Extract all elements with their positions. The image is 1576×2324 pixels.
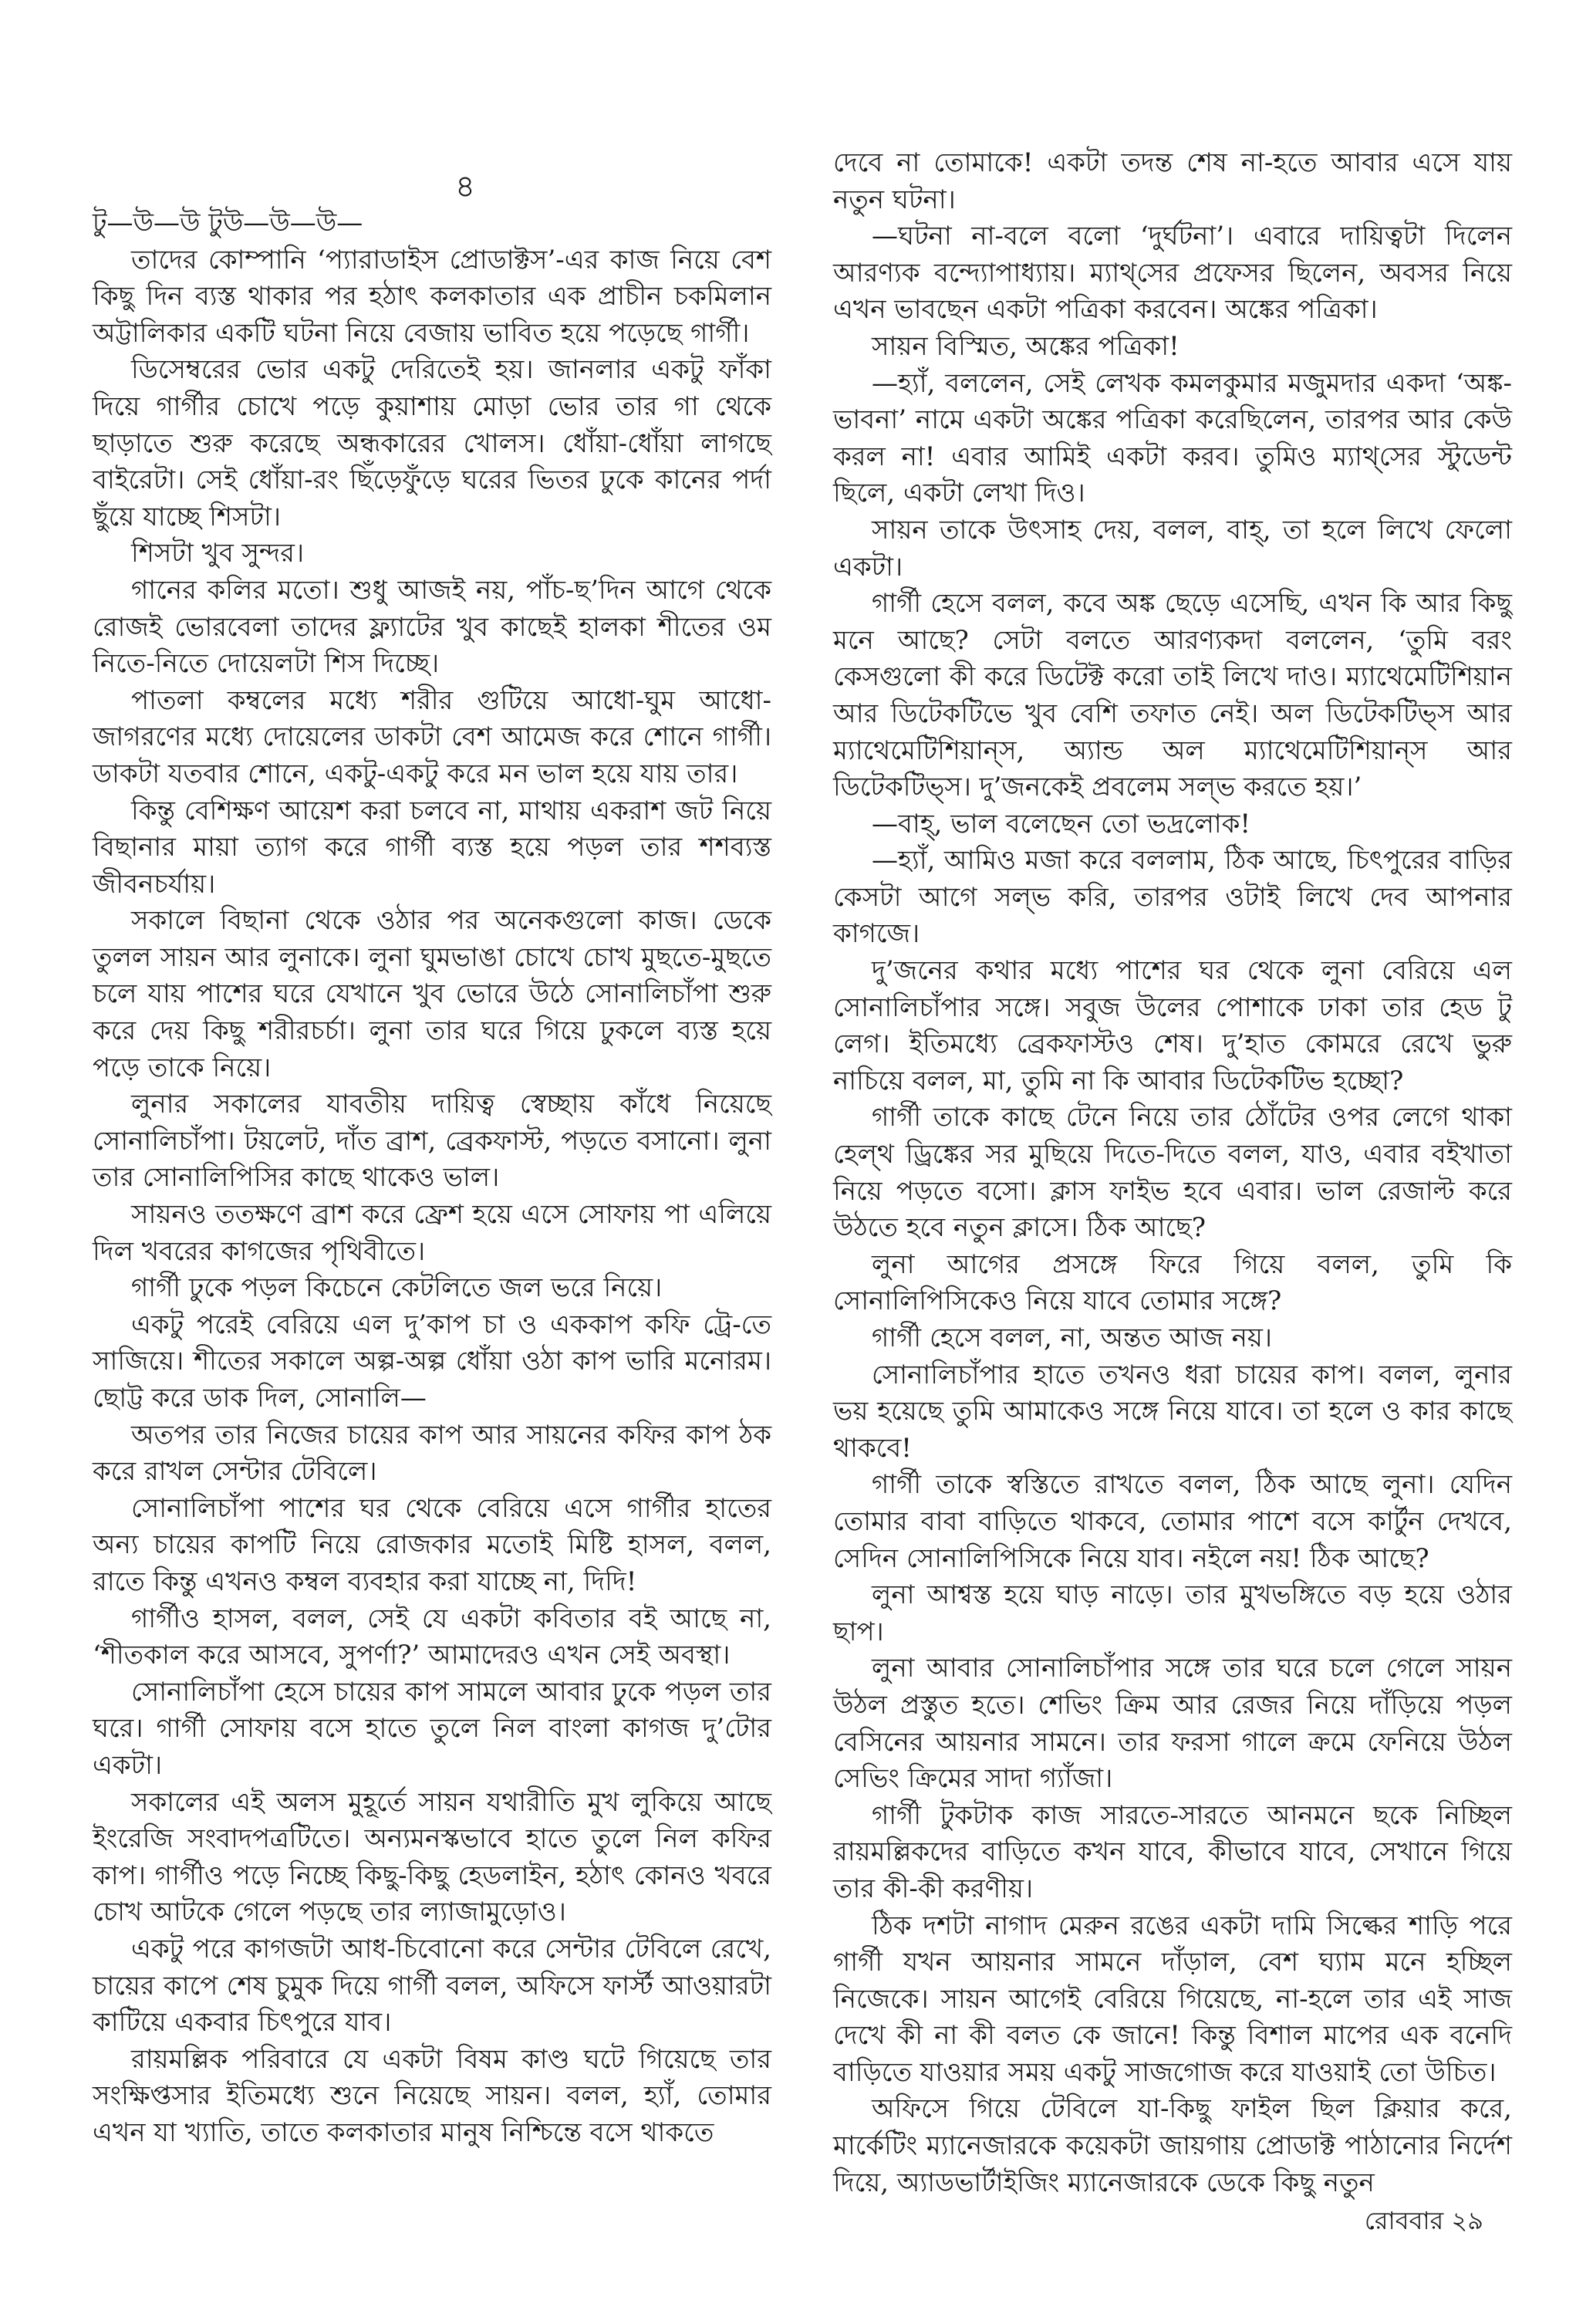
paragraph: তাদের কোম্পানি ‘প্যারাডাইস প্রোডাক্টস’-এর কাজ নিয়ে বেশ কিছু দিন ব্যস্ত থাকার পর হঠাৎ কলকাতার এক প্রাচীন চকমিলান অট্টালিকার একটি ঘটনা নিয়ে বেজায় ভাবিত হয়ে পড়েছে গার্গী।: [93, 244, 771, 349]
paragraph: দু’জনের কথার মধ্যে পাশের ঘর থেকে লুনা বেরিয়ে এল সোনালিচাঁপার সঙ্গে। সবুজ উলের পোশাকে ঢাকা তার হেড টু লেগ। ইতিমধ্যে ব্রেকফাস্টও শেষ। দু’হাত কোমরে রেখে ভুরু নাচিয়ে বলল, মা, তুমি না কি আবার ডিটেকটিভ হচ্ছো?: [833, 955, 1512, 1096]
paragraph: একটু পরে কাগজটা আধ-চিবোনো করে সেন্টার টেবিলে রেখে, চায়ের কাপে শেষ চুমুক দিয়ে গার্গী বলল, অফিসে ফার্স্ট আওয়ারটা কাটিয়ে একবার চিৎপুরে যাব।: [93, 1933, 771, 2039]
paragraph: গার্গী তাকে স্বস্তিতে রাখতে বলল, ঠিক আছে লুনা। যেদিন তোমার বাবা বাড়িতে থাকবে, তোমার পাশে বসে কার্টুন দেখবে, সেদিন সোনালিপিসিকে নিয়ে যাব। নইলে নয়! ঠিক আছে?: [833, 1469, 1512, 1574]
paragraph: গার্গী ঢুকে পড়ল কিচেনে কেটলিতে জল ভরে নিয়ে।: [131, 1272, 663, 1304]
paragraph: ঠিক দশটা নাগাদ মেরুন রঙের একটা দামি সিল্কের শাড়ি পরে গার্গী যখন আয়নার সামনে দাঁড়াল, বেশ ঘ্যাম মনে হচ্ছিল নিজেকে। সায়ন আগেই বেরিয়ে গিয়েছে, না-হলে তার এই সাজ দেখে কী না কী বলত কে জানে! কিন্তু বিশাল মাপের এক বনেদি বাড়িতে যাওয়ার সময় একটু সাজগোজ করে যাওয়াই তো উচিত।: [833, 1910, 1512, 2088]
paragraph: সকালে বিছানা থেকে ওঠার পর অনেকগুলো কাজ। ডেকে তুলল সায়ন আর লুনাকে। লুনা ঘুমভাঙা চোখে চোখ মুছতে-মুছতে চলে যায় পাশের ঘরে যেখানে খুব ভোরে উঠে সোনালিচাঁপা শুরু করে দেয় কিছু শরীরচর্চা। লুনা তার ঘরে গিয়ে ঢুকলে ব্যস্ত হয়ে পড়ে তাকে নিয়ে।: [93, 905, 771, 1083]
right-column: [833, 145, 1512, 2201]
right-paragraphs: [833, 145, 1512, 2201]
paragraph: সোনালিচাঁপা হেসে চায়ের কাপ সামলে আবার ঢুকে পড়ল তার ঘরে। গার্গী সোফায় বসে হাতে তুলে নিল বাংলা কাগজ দু’টোর একটা।: [93, 1676, 771, 1781]
paragraph: সায়নও ততক্ষণে ব্রাশ করে ফ্রেশ হয়ে এসে সোফায় পা এলিয়ে দিল খবরের কাগজের পৃথিবীতে।: [93, 1199, 771, 1267]
paragraph: লুনা আশ্বস্ত হয়ে ঘাড় নাড়ে। তার মুখভঙ্গিতে বড় হয়ে ওঠার ছাপ।: [833, 1579, 1512, 1647]
paragraph: ডিসেম্বরের ভোর একটু দেরিতেই হয়। জানলার একটু ফাঁকা দিয়ে গার্গীর চোখে পড়ে কুয়াশায় মোড়া ভোর তার গা থেকে ছাড়াতে শুরু করেছে অন্ধকারের খোলস। ধোঁয়া-ধোঁয়া লাগছে বাইরেটা। সেই ধোঁয়া-রং ছিঁড়েফুঁড়ে ঘরের ভিতর ঢুকে কানের পর্দা ছুঁয়ে যাচ্ছে শিসটা।: [93, 354, 771, 532]
paragraph: লুনার সকালের যাবতীয় দায়িত্ব স্বেচ্ছায় কাঁধে নিয়েছে সোনালিচাঁপা। টয়লেট, দাঁত ব্রাশ, ব্রেকফাস্ট, পড়তে বসানো। লুনা তার সোনালিপিসির কাছে থাকেও ভাল।: [93, 1089, 771, 1194]
paragraph: সোনালিচাঁপার হাতে তখনও ধরা চায়ের কাপ। বলল, লুনার ভয় হয়েছে তুমি আমাকেও সঙ্গে নিয়ে যাবে। তা হলে ও কার কাছে থাকবে!: [833, 1359, 1512, 1464]
paragraph: একটু পরেই বেরিয়ে এল দু’কাপ চা ও এককাপ কফি ট্রে-তে সাজিয়ে। শীতের সকালে অল্প-অল্প ধোঁয়া ওঠা কাপ ভারি মনোরম। ছোট্ট করে ডাক দিল, সোনালি—: [93, 1309, 771, 1414]
paragraph: —হ্যাঁ, আমিও মজা করে বললাম, ঠিক আছে, চিৎপুরের বাড়ির কেসটা আগে সল্‌ভ করি, তারপর ওটাই লিখে দেব আপনার কাগজে।: [833, 845, 1512, 950]
paragraph: রায়মল্লিক পরিবারে যে একটা বিষম কাণ্ড ঘটে গিয়েছে তার সংক্ষিপ্তসার ইতিমধ্যে শুনে নিয়েছে সায়ন। বলল, হ্যাঁ, তোমার এখন যা খ্যাতি, তাতে কলকাতার মানুষ নিশ্চিন্তে বসে থাকতে: [93, 2043, 771, 2148]
paragraph: দেবে না তোমাকে! একটা তদন্ত শেষ না-হতে আবার এসে যায় নতুন ঘটনা।: [833, 147, 1512, 215]
paragraph: লুনা আগের প্রসঙ্গে ফিরে গিয়ে বলল, তুমি কি সোনালিপিসিকেও নিয়ে যাবে তোমার সঙ্গে?: [833, 1248, 1512, 1317]
paragraph: —ঘটনা না-বলে বলো ‘দুর্ঘটনা’। এবারে দায়িত্বটা দিলেন আরণ্যক বন্দ্যোপাধ্যায়। ম্যাথ্‌সের প্রফেসর ছিলেন, অবসর নিয়ে এখন ভাবছেন একটা পত্রিকা করবেন। অঙ্কের পত্রিকা।: [833, 221, 1512, 326]
left-paragraphs: [93, 205, 771, 2151]
paragraph: লুনা আবার সোনালিচাঁপার সঙ্গে তার ঘরে চলে গেলে সায়ন উঠল প্রস্তুত হতে। শেভিং ক্রিম আর রেজর নিয়ে দাঁড়িয়ে পড়ল বেসিনের আয়নার সামনে। তার ফরসা গালে ক্রমে ফেনিয়ে উঠল সেভিং ক্রিমের সাদা গ্যাঁজা।: [833, 1653, 1512, 1795]
paragraph: অফিসে গিয়ে টেবিলে যা-কিছু ফাইল ছিল ক্লিয়ার করে, মার্কেটিং ম্যানেজারকে কয়েকটা জায়গায় প্রোডাক্ট পাঠানোর নির্দেশ দিয়ে, অ্যাডভার্টাইজিং ম্যানেজারকে ডেকে কিছু নতুন: [833, 2093, 1512, 2198]
paragraph: শিসটা খুব সুন্দর।: [131, 538, 305, 569]
paragraph: সায়ন তাকে উৎসাহ দেয়, বলল, বাহ্‌, তা হলে লিখে ফেলো একটা।: [833, 514, 1512, 583]
chapter-number: ৪: [455, 169, 475, 204]
paragraph: অতপর তার নিজের চায়ের কাপ আর সায়নের কফির কাপ ঠক করে রাখল সেন্টার টেবিলে।: [93, 1419, 771, 1488]
paragraph: গার্গী হেসে বলল, না, অন্তত আজ নয়।: [872, 1322, 1273, 1353]
paragraph: কিন্তু বেশিক্ষণ আয়েশ করা চলবে না, মাথায় একরাশ জট নিয়ে বিছানার মায়া ত্যাগ করে গার্গী ব্যস্ত হয়ে পড়ল তার শশব্যস্ত জীবনচর্যায়।: [93, 795, 771, 900]
paragraph: সকালের এই অলস মুহূর্তে সায়ন যথারীতি মুখ লুকিয়ে আছে ইংরেজি সংবাদপত্রটিতে। অন্যমনস্কভাবে হাতে তুলে নিল কফির কাপ। গার্গীও পড়ে নিচ্ছে কিছু-কিছু হেডলাইন, হঠাৎ কোনও খবরে চোখ আটকে গেলে পড়ছে তার ল্যাজামুড়োও।: [93, 1786, 771, 1928]
paragraph: টু—উ—উ টুউ—উ—উ—: [93, 208, 363, 238]
paragraph: গার্গী টুকটাক কাজ সারতে-সারতে আনমনে ছকে নিচ্ছিল রায়মল্লিকদের বাড়িতে কখন যাবে, কীভাবে যাবে, সেখানে গিয়ে তার কী-কী করণীয়।: [833, 1799, 1512, 1904]
paragraph: গার্গীও হাসল, বলল, সেই যে একটা কবিতার বই আছে না, ‘শীতকাল করে আসবে, সুপর্ণা?’ আমাদেরও এখন সেই অবস্থা।: [93, 1603, 771, 1671]
paragraph: গানের কলির মতো। শুধু আজই নয়, পাঁচ-ছ’দিন আগে থেকে রোজই ভোরবেলা তাদের ফ্ল্যাটের খুব কাছেই হালকা শীতের ওম নিতে-নিতে দোয়েলটা শিস দিচ্ছে।: [93, 574, 771, 680]
paragraph: সোনালিচাঁপা পাশের ঘর থেকে বেরিয়ে এসে গার্গীর হাতের অন্য চায়ের কাপটি নিয়ে রোজকার মতোই মিষ্টি হাসল, বলল, রাতে কিন্তু এখনও কম্বল ব্যবহার করা যাচ্ছে না, দিদি!: [93, 1492, 771, 1597]
left-column: [93, 168, 771, 2151]
paragraph: সায়ন বিস্মিত, অঙ্কের পত্রিকা!: [872, 330, 1179, 362]
page-footer: রোববার ২৯: [1364, 2206, 1483, 2235]
paragraph: পাতলা কম্বলের মধ্যে শরীর গুটিয়ে আধো-ঘুম আধো-জাগরণের মধ্যে দোয়েলের ডাকটা বেশ আমেজ করে শোনে গার্গী। ডাকটা যতবার শোনে, একটু-একটু করে মন ভাল হয়ে যায় তার।: [93, 684, 771, 789]
paragraph: —হ্যাঁ, বললেন, সেই লেখক কমলকুমার মজুমদার একদা ‘অঙ্ক-ভাবনা’ নামে একটা অঙ্কের পত্রিকা করেছিলেন, তারপর আর কেউ করল না! এবার আমিই একটা করব। তুমিও ম্যাথ্‌সের স্টুডেন্ট ছিলে, একটা লেখা দিও।: [833, 367, 1512, 509]
paragraph: —বাহ্‌, ভাল বলেছেন তো ভদ্রলোক!: [872, 808, 1251, 839]
paragraph: গার্গী তাকে কাছে টেনে নিয়ে তার ঠোঁটের ওপর লেগে থাকা হেল্‌থ ড্রিঙ্কের সর মুছিয়ে দিতে-দিতে বলল, যাও, এবার বইখাতা নিয়ে পড়তে বসো। ক্লাস ফাইভ হবে এবার। ভাল রেজাল্ট করে উঠতে হবে নতুন ক্লাসে। ঠিক আছে?: [833, 1102, 1512, 1244]
paragraph: গার্গী হেসে বলল, কবে অঙ্ক ছেড়ে এসেছি, এখন কি আর কিছু মনে আছে? সেটা বলতে আরণ্যকদা বললেন, ‘তুমি বরং কেসগুলো কী করে ডিটেক্ট করো তাই লিখে দাও। ম্যাথেমেটিশিয়ান আর ডিটেকটিভে খুব বেশি তফাত নেই। অল ডিটেকটিভ্‌স আর ম্যাথেমেটিশিয়ান্‌স, অ্যান্ড অল ম্যাথেমেটিশিয়ান্‌স আর ডিটেকটিভ্‌স। দু’জনকেই প্রবলেম সল্‌ভ করতে হয়।’: [833, 588, 1512, 803]
